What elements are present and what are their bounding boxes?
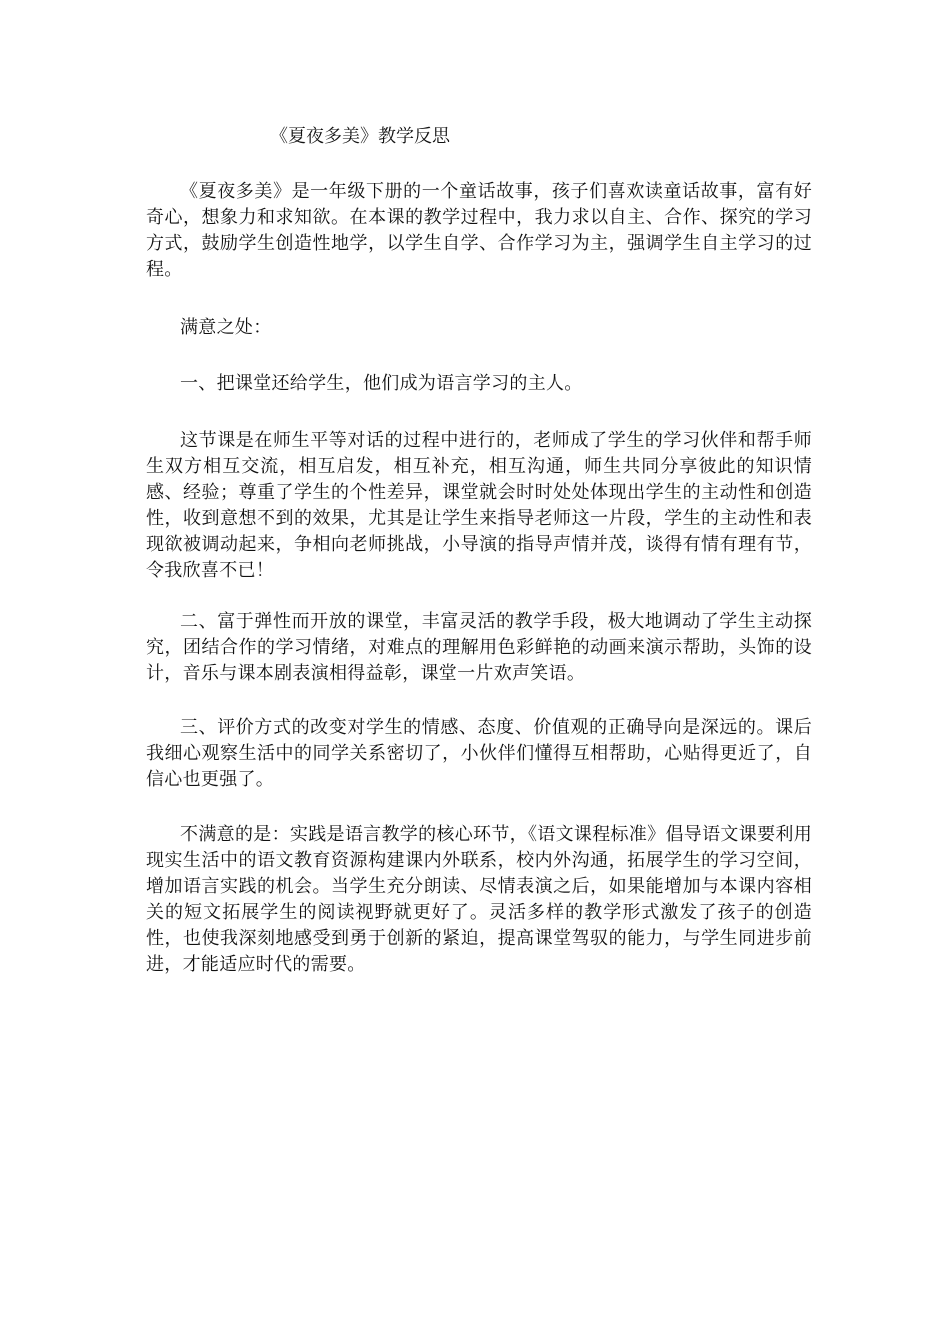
document-title: 《夏夜多美》教学反思 bbox=[270, 126, 450, 147]
paragraph-point-three: 三、评价方式的改变对学生的情感、态度、价值观的正确导向是深远的。课后我细心观察生活中的同学关系密切了，小伙伴们懂得互相帮助，心贴得更近了，自信心也更强了。 bbox=[146, 717, 812, 790]
paragraph-intro: 《夏夜多美》是一年级下册的一个童话故事，孩子们喜欢读童话故事，富有好奇心，想象力和求知欲。在本课的教学过程中，我力求以自主、合作、探究的学习方式，鼓励学生创造性地学，以学生自学、合作学习为主，强调学生自主学习的过程。 bbox=[146, 181, 812, 280]
paragraph-unsatisfied: 不满意的是：实践是语言教学的核心环节，《语文课程标准》倡导语文课要利用现实生活中的语文教育资源构建课内外联系，校内外沟通，拓展学生的学习空间，增加语言实践的机会。当学生充分朗读、尽情表演之后，如果能增加与本课内容相关的短文拓展学生的阅读视野就更好了。灵活多样的教学形式激发了孩子的创造性，也使我深刻地感受到勇于创新的紧迫，提高课堂驾驭的能力，与学生同进步前进，才能适应时代的需要。 bbox=[146, 824, 812, 975]
paragraph-point-one-detail: 这节课是在师生平等对话的过程中进行的，老师成了学生的学习伙伴和帮手师生双方相互交流，相互启发，相互补充，相互沟通，师生共同分享彼此的知识情感、经验；尊重了学生的个性差异，课堂就会时时处处体现出学生的主动性和创造性，收到意想不到的效果，尤其是让学生来指导老师这一片段，学生的主动性和表现欲被调动起来，争相向老师挑战，小导演的指导声情并茂，谈得有情有理有节，令我欣喜不已！ bbox=[146, 430, 812, 581]
paragraph-point-one: 一、把课堂还给学生，他们成为语言学习的主人。 bbox=[180, 373, 583, 394]
paragraph-point-two: 二、富于弹性而开放的课堂，丰富灵活的教学手段，极大地调动了学生主动探究，团结合作的学习情绪，对难点的理解用色彩鲜艳的动画来演示帮助，头饰的设计，音乐与课本剧表演相得益彰，课堂一片欢声笑语。 bbox=[146, 611, 812, 684]
paragraph-satisfied-heading: 满意之处： bbox=[180, 317, 272, 338]
